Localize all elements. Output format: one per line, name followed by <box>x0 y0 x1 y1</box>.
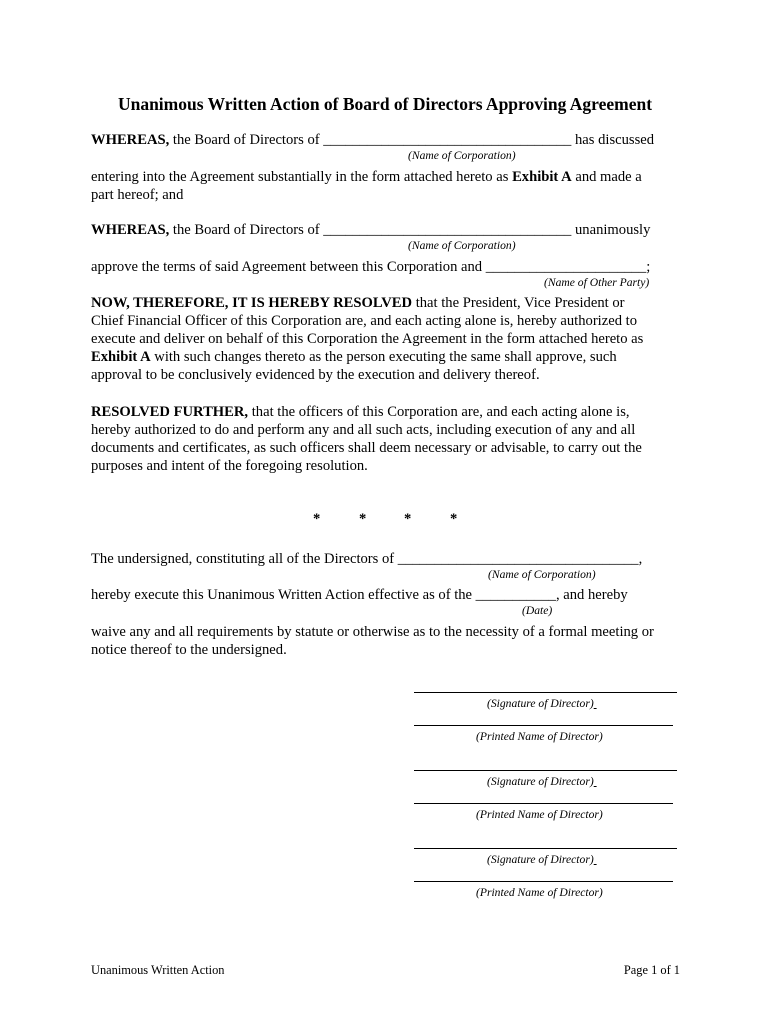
footer-page-number: Page 1 of 1 <box>623 963 680 977</box>
resolved-line-2: Chief Financial Officer of this Corporation are, and each acting alone is, hereby authorized to <box>91 313 637 329</box>
resolved-line-3: execute and deliver on behalf of this Corporation the Agreement in the form attached hereto as <box>91 331 644 347</box>
undersigned-line-2: hereby execute this Unanimous Written Action effective as of the ___________, and hereby <box>91 587 628 603</box>
whereas-2-line <box>91 221 650 239</box>
resolved-exhibit: Exhibit A <box>91 349 151 365</box>
resolved-further-line-4: purposes and intent of the foregoing resolution. <box>91 458 368 474</box>
printed-name-line[interactable] <box>414 803 673 804</box>
signature-line[interactable] <box>414 692 677 693</box>
whereas-1-cont-a: entering into the Agreement substantially in the form attached hereto as <box>91 169 513 185</box>
printed-name-label: (Printed Name of Director) <box>476 808 603 821</box>
separator-star: * <box>404 511 412 527</box>
separator-star: * <box>359 511 367 527</box>
resolved-lead: NOW, THEREFORE, IT IS HEREBY RESOLVED <box>91 295 413 311</box>
resolved-further-lead: RESOLVED FURTHER, <box>91 404 249 420</box>
resolved-further-line-3: documents and certificates, as such officers shall deem necessary or advisable, to carry out the <box>91 440 642 456</box>
resolved-line-1 <box>91 294 625 312</box>
resolved-text-4: with such changes thereto as the person executing the same shall approve, such <box>150 349 617 365</box>
whereas-1-line <box>91 131 654 149</box>
whereas-1-cont-b: and made a <box>571 169 642 185</box>
signature-label: (Signature of Director) <box>487 697 594 710</box>
resolved-text-1: that the President, Vice President or <box>412 295 625 311</box>
resolved-further-line-2: hereby authorized to do and perform any and all such acts, including execution of any and all <box>91 422 636 438</box>
signature-line[interactable] <box>414 848 677 849</box>
signature-label: (Signature of Director) <box>487 853 594 866</box>
undersigned-line-1: The undersigned, constituting all of the Directors of _________________________________, <box>91 551 643 567</box>
whereas-2-caption: (Name of Corporation) <box>408 239 516 252</box>
whereas-2-caption-other-party: (Name of Other Party) <box>544 276 650 289</box>
whereas-1-cont-c: part hereof; and <box>91 187 184 203</box>
whereas-2-cont: approve the terms of said Agreement between this Corporation and ______________________; <box>91 259 651 275</box>
undersigned-line-4: notice thereof to the undersigned. <box>91 642 287 658</box>
footer-left: Unanimous Written Action <box>91 963 225 977</box>
separator-star: * <box>450 511 458 527</box>
whereas-1-continuation <box>91 168 642 186</box>
whereas-1-exhibit: Exhibit A <box>512 169 572 185</box>
undersigned-caption-corp: (Name of Corporation) <box>488 568 596 581</box>
resolved-further-text-1: that the officers of this Corporation are, and each acting alone is, <box>248 404 630 420</box>
resolved-line-4 <box>91 348 617 366</box>
resolved-line-5: approval to be conclusively evidenced by the execution and delivery thereof. <box>91 367 540 383</box>
printed-name-line[interactable] <box>414 725 673 726</box>
printed-name-label: (Printed Name of Director) <box>476 886 603 899</box>
whereas-2-text: the Board of Directors of __________________________________ unanimously <box>169 222 651 238</box>
undersigned-line-3: waive any and all requirements by statute or otherwise as to the necessity of a formal meeting or <box>91 624 654 640</box>
document-title: Unanimous Written Action of Board of Directors Approving Agreement <box>117 94 653 114</box>
signature-label: (Signature of Director) <box>487 775 594 788</box>
whereas-1-text: the Board of Directors of __________________________________ has discussed <box>169 132 655 148</box>
whereas-2-lead: WHEREAS, <box>91 222 170 238</box>
whereas-1-caption: (Name of Corporation) <box>408 149 516 162</box>
resolved-further-line-1 <box>91 403 630 421</box>
printed-name-line[interactable] <box>414 881 673 882</box>
whereas-1-lead: WHEREAS, <box>91 132 170 148</box>
signature-line[interactable] <box>414 770 677 771</box>
printed-name-label: (Printed Name of Director) <box>476 730 603 743</box>
undersigned-caption-date: (Date) <box>522 604 553 617</box>
separator-star: * <box>313 511 321 527</box>
